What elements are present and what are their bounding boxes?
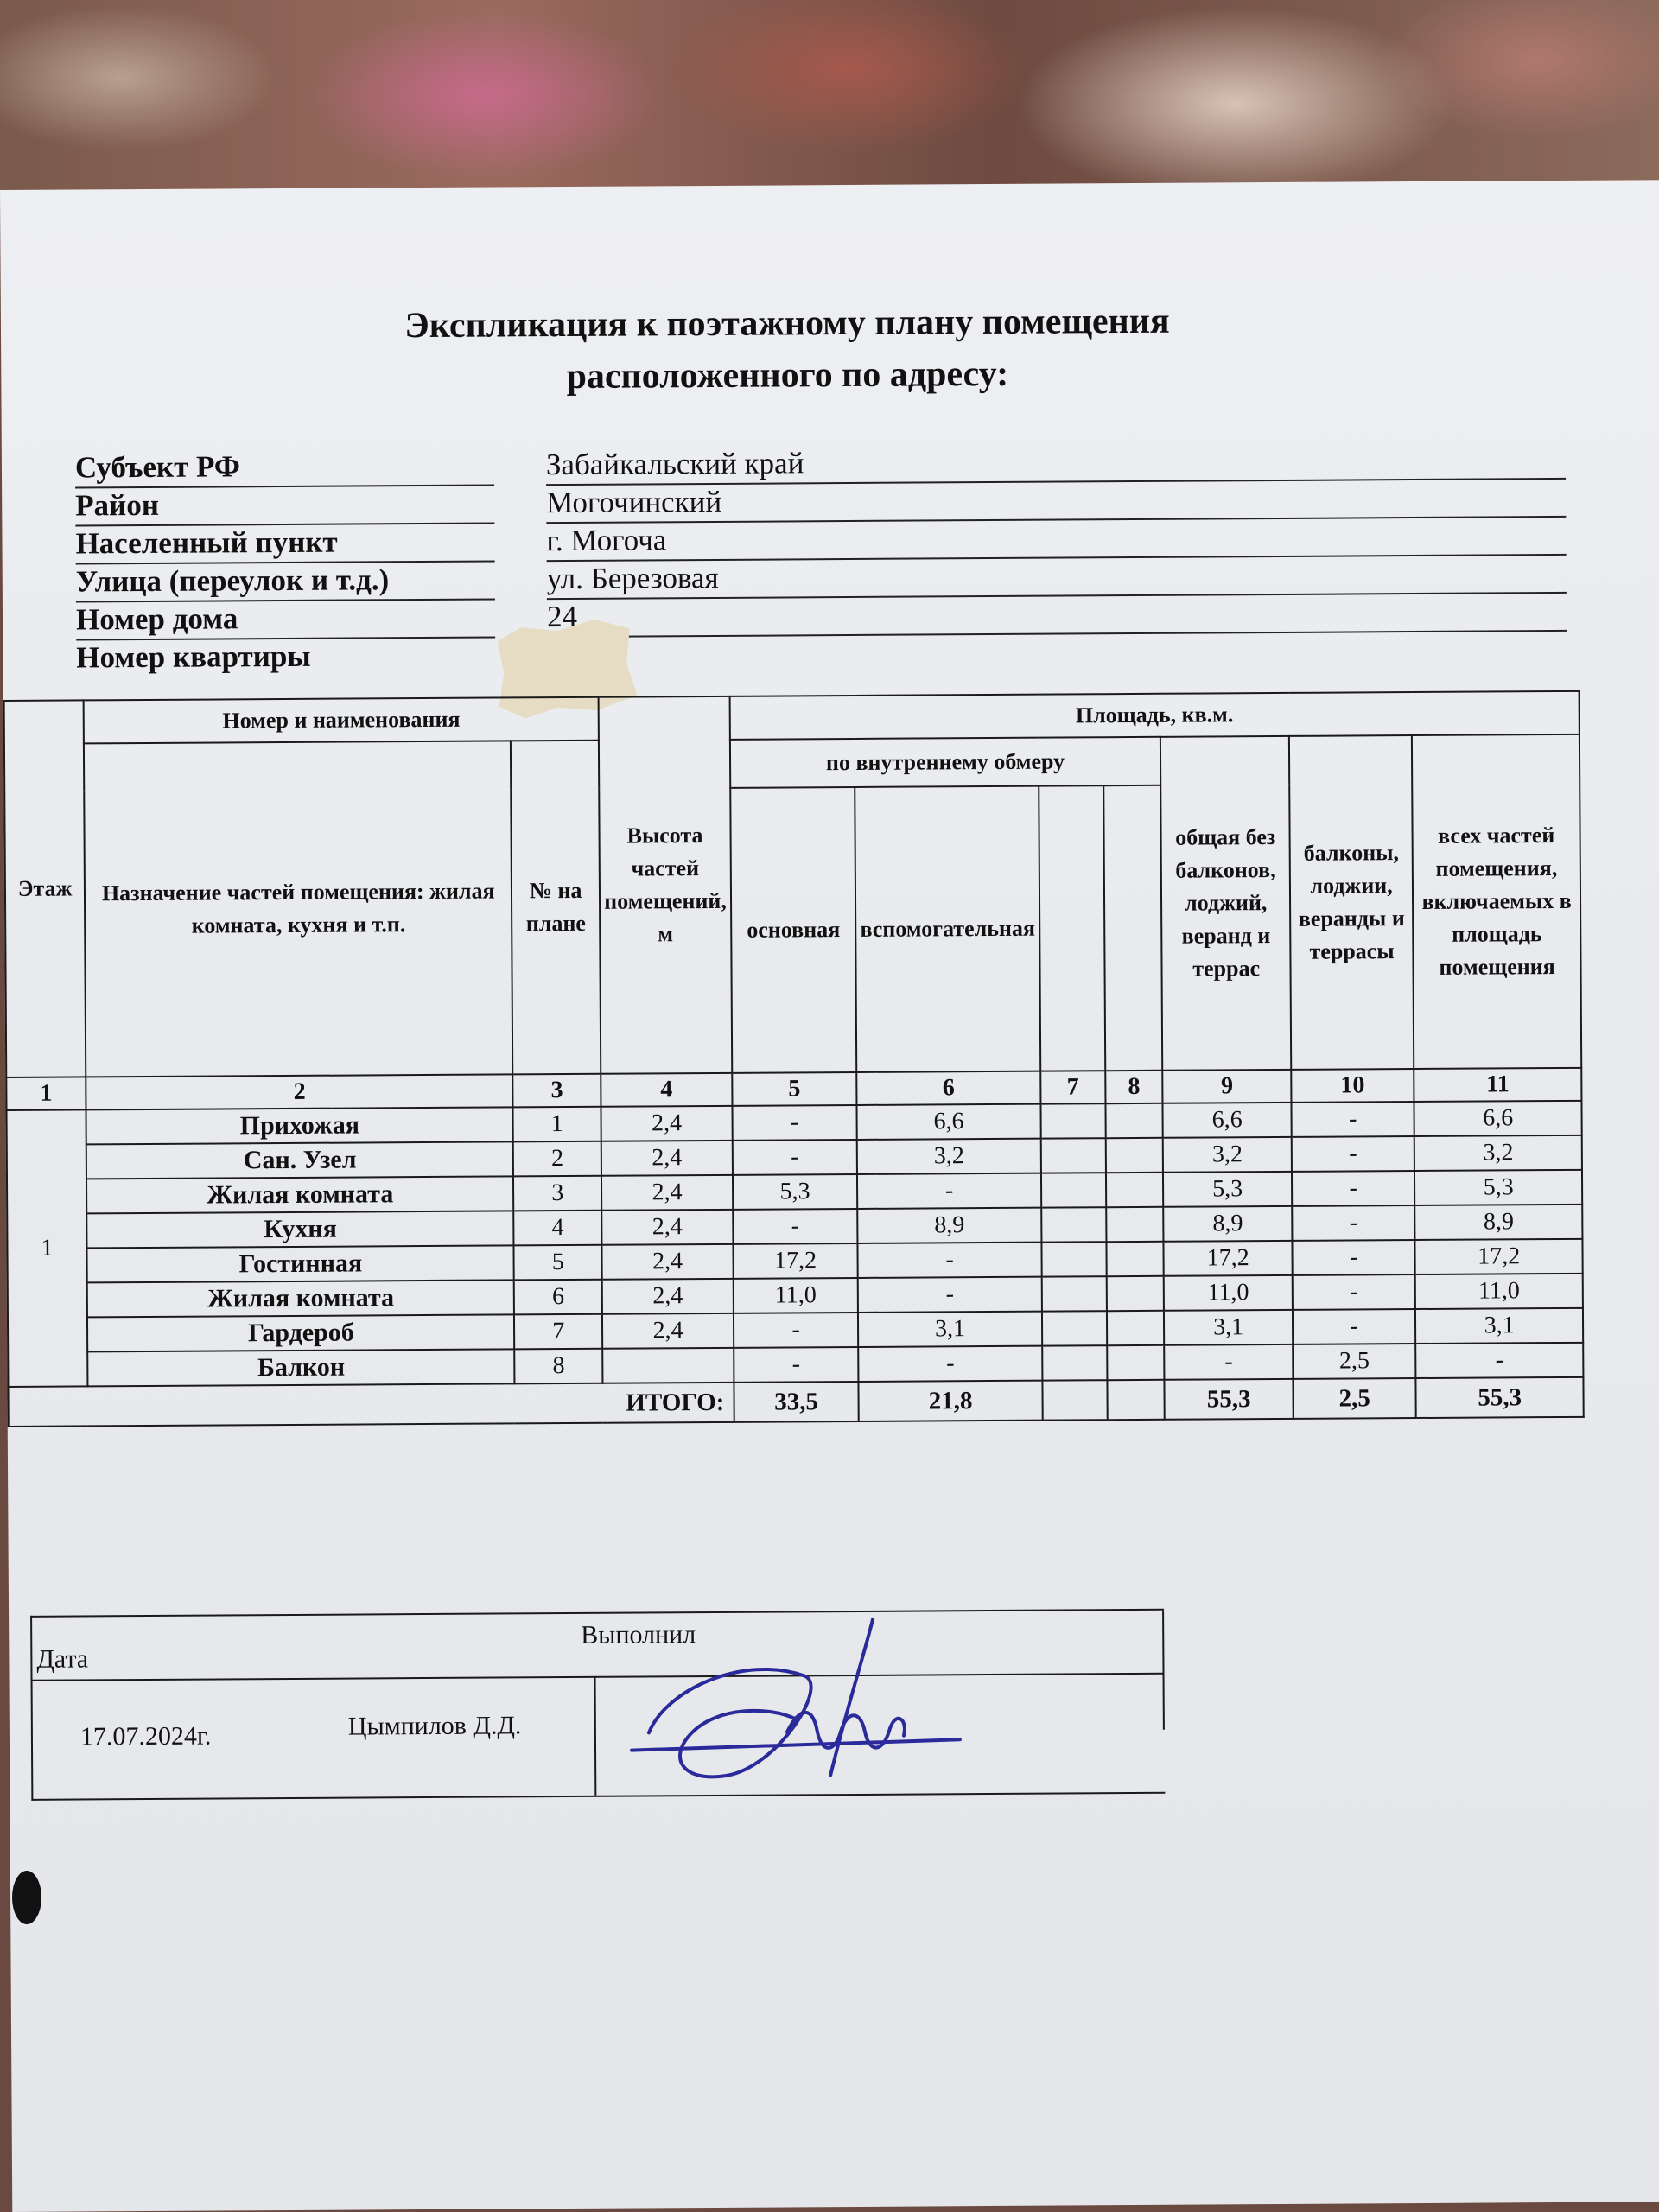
balcony-area: - [1292,1171,1414,1206]
col8-value [1106,1207,1164,1242]
col8-value [1106,1138,1164,1173]
totals-main: 33,5 [734,1382,859,1422]
plan-number: 5 [514,1245,602,1281]
col7-value [1042,1276,1107,1311]
col8-value [1107,1276,1165,1311]
address-block [75,440,1563,677]
all-parts-area: 3,1 [1415,1308,1583,1344]
address-row-apartment [76,630,1562,677]
date-value: 17.07.2024г. [79,1721,212,1751]
column-number: 8 [1105,1071,1163,1103]
header-all-parts: всех частей помещения, включаемых в площадь помещения [1412,734,1581,1069]
all-parts-area: 3,2 [1414,1135,1582,1171]
room-name: Жилая комната [87,1280,514,1317]
plan-number: 6 [514,1280,602,1315]
height-value: 2,4 [602,1313,734,1349]
total-area: - [1164,1344,1293,1380]
aux-area: 3,1 [858,1312,1042,1347]
height-value: 2,4 [601,1141,733,1176]
height-value: 2,4 [602,1244,734,1280]
height-value: 2,4 [601,1106,733,1141]
address-label: Улица (переулок и т.д.) [76,561,495,603]
balcony-area: - [1293,1240,1415,1275]
balcony-area: - [1292,1205,1414,1241]
all-parts-area: 6,6 [1414,1101,1582,1136]
plan-number: 7 [514,1314,602,1350]
room-name: Балкон [88,1349,515,1386]
col8-value [1107,1345,1165,1380]
totals-label: ИТОГО: [8,1382,734,1427]
col7-value [1041,1173,1106,1207]
totals-row [8,1377,1583,1427]
room-name: Гардероб [87,1314,514,1351]
room-name: Кухня [87,1211,514,1248]
header-total-without-balconies: общая без балконов, лоджий, веранд и террас [1160,736,1291,1071]
total-area: 5,3 [1163,1172,1292,1207]
aux-area: - [858,1346,1042,1382]
aux-area: 6,6 [857,1104,1041,1140]
aux-area: 8,9 [857,1208,1041,1243]
all-parts-area: 8,9 [1414,1205,1582,1240]
main-area: 17,2 [733,1243,858,1279]
signature-divider [33,1673,1165,1681]
header-main: основная [730,787,856,1073]
date-label: Дата [36,1644,89,1674]
aux-area: 3,2 [857,1139,1041,1174]
address-label: Номер квартиры [76,639,311,675]
column-number: 3 [512,1074,601,1108]
all-parts-area: 11,0 [1415,1274,1583,1309]
column-number: 5 [732,1072,857,1106]
address-label: Населенный пункт [75,523,494,565]
floor-number: 1 [7,1109,88,1387]
all-parts-area: 5,3 [1414,1170,1582,1205]
all-parts-area: 17,2 [1415,1239,1583,1274]
height-value [602,1348,734,1383]
main-area: 5,3 [733,1174,858,1210]
header-purpose: Назначение частей помещения: жилая комната, кухня и т.п. [84,741,512,1077]
main-area: - [733,1140,858,1175]
fabric-background [0,0,1659,207]
height-value: 2,4 [602,1279,734,1314]
totals-col7 [1042,1380,1107,1420]
totals-all-parts: 55,3 [1416,1377,1584,1418]
room-name: Жилая комната [86,1176,513,1213]
column-number: 6 [856,1071,1040,1105]
signature-block [30,1609,1165,1801]
total-area: 8,9 [1163,1206,1292,1242]
main-area: - [732,1105,857,1141]
balcony-area: - [1292,1136,1414,1172]
totals-col8 [1107,1380,1165,1420]
plan-number: 4 [513,1211,601,1246]
total-area: 6,6 [1163,1103,1292,1138]
explication-table [3,690,1585,1427]
totals-aux: 21,8 [859,1381,1043,1421]
balcony-area: 2,5 [1293,1344,1415,1379]
column-number: 4 [601,1073,732,1107]
document-sheet [0,180,1659,2212]
document-subtitle: расположенного по адресу: [566,353,1009,397]
col7-value [1042,1345,1107,1380]
col7-value [1041,1138,1106,1173]
room-name: Сан. Узел [86,1141,513,1179]
address-label: Субъект РФ [75,447,494,489]
col8-value [1107,1311,1165,1345]
header-internal-group: по внутреннему обмеру [730,737,1161,788]
header-col7 [1039,785,1105,1071]
column-number: 2 [86,1074,513,1109]
total-area: 3,1 [1164,1310,1293,1345]
address-value: Могочинский [546,478,1566,524]
address-label: Номер дома [76,599,495,641]
col8-value [1106,1242,1164,1276]
header-name-group: Номер и наименования [84,697,599,744]
main-area: - [734,1313,859,1348]
all-parts-area: - [1415,1343,1583,1378]
header-balconies: балконы, лоджии, веранды и террасы [1289,735,1414,1070]
header-floor: Этаж [4,700,86,1077]
column-number: 11 [1414,1068,1581,1102]
address-value: г. Могоча [546,516,1566,562]
col7-value [1041,1242,1106,1276]
address-value: ул. Березовая [547,554,1567,600]
header-plan-number: № на плане [511,741,601,1075]
totals-balcony: 2,5 [1294,1378,1416,1419]
performer-name: Цымпилов Д.Д. [347,1711,522,1741]
performer-label: Выполнил [581,1620,696,1649]
binder-hole [12,1871,41,1924]
column-number: 10 [1291,1069,1414,1103]
balcony-area: - [1292,1102,1414,1137]
main-area: - [733,1209,858,1244]
total-area: 17,2 [1164,1241,1293,1276]
balcony-area: - [1293,1274,1415,1310]
document-title: Экспликация к поэтажному плану помещения [404,301,1170,346]
room-name: Прихожая [86,1107,513,1144]
height-value: 2,4 [601,1175,733,1211]
col7-value [1042,1311,1107,1345]
col7-value [1040,1103,1105,1138]
column-number: 7 [1040,1071,1105,1103]
main-area: 11,0 [734,1278,859,1313]
address-value: Забайкальский край [546,440,1566,486]
column-number: 1 [6,1077,86,1110]
room-name: Гостинная [87,1245,514,1282]
signature-vertical-divider [594,1676,597,1796]
col8-value [1106,1173,1164,1207]
col8-value [1105,1103,1163,1138]
address-label: Район [75,485,494,527]
height-value: 2,4 [601,1210,733,1245]
header-height: Высота частей помещений, м [599,696,732,1074]
aux-area: - [858,1243,1042,1278]
signature-right-border [1162,1611,1165,1730]
total-area: 11,0 [1164,1275,1293,1311]
header-auxiliary: вспомогательная [855,786,1040,1072]
address-value: 24 [547,592,1567,638]
totals-total: 55,3 [1165,1379,1294,1420]
aux-area: - [858,1277,1042,1313]
column-number: 9 [1162,1070,1291,1103]
header-area-group: Площадь, кв.м. [729,691,1579,740]
plan-number: 8 [514,1349,602,1384]
col7-value [1041,1207,1106,1242]
plan-number: 1 [513,1107,601,1142]
main-area: - [734,1347,859,1382]
total-area: 3,2 [1163,1137,1292,1173]
header-col8 [1103,785,1162,1071]
handwritten-signature [613,1601,977,1811]
plan-number: 2 [513,1141,601,1177]
aux-area: - [857,1173,1041,1209]
balcony-area: - [1293,1309,1415,1344]
plan-number: 3 [513,1176,601,1211]
